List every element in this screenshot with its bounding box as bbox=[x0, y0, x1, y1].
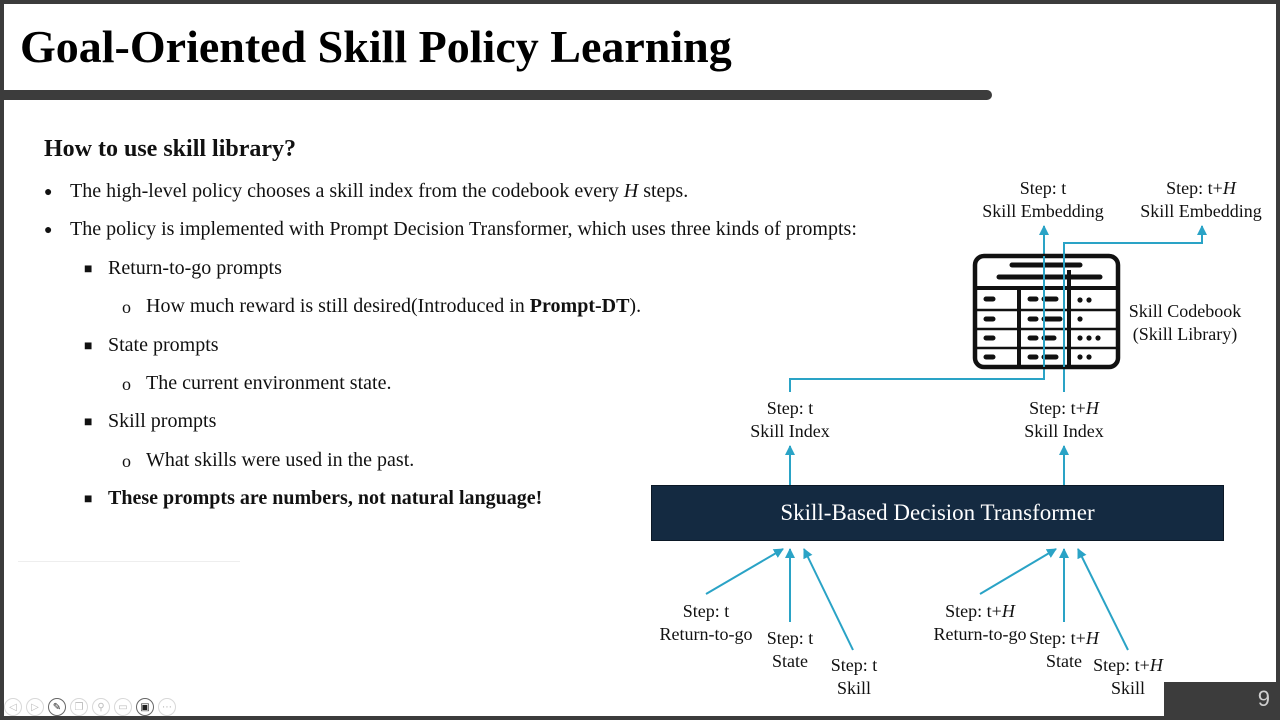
label-var: H bbox=[1149, 655, 1163, 675]
detail-bold: Prompt-DT bbox=[529, 295, 630, 317]
input-label-skill-tH bbox=[1084, 654, 1172, 700]
sub-bullet-state: State prompts bbox=[108, 334, 219, 356]
label-var: H bbox=[1085, 628, 1099, 648]
zoom-icon[interactable]: ⚲ bbox=[92, 698, 110, 716]
index-label-t bbox=[730, 397, 850, 443]
bullet-2: The policy is implemented with Prompt Decision Transformer, which uses three kinds of prompts: bbox=[70, 218, 857, 240]
presenter-toolbar bbox=[4, 698, 176, 716]
subtitle-icon[interactable]: ▭ bbox=[114, 698, 132, 716]
bullet-dot: ● bbox=[44, 223, 53, 238]
embedding-label-t bbox=[972, 177, 1114, 223]
circle-bullet: o bbox=[122, 451, 131, 471]
label-pre: Step: t+ bbox=[945, 601, 1002, 621]
label-line2: (Skill Library) bbox=[1132, 324, 1238, 344]
transformer-label: Skill-Based Decision Transformer bbox=[780, 500, 1095, 525]
section-heading: How to use skill library? bbox=[44, 136, 297, 162]
label-var: H bbox=[1222, 178, 1236, 198]
page-number-box bbox=[1164, 682, 1280, 720]
label-var: H bbox=[1001, 601, 1015, 621]
label-line2: Return-to-go bbox=[659, 624, 753, 644]
bullet-1-post: steps. bbox=[638, 180, 689, 202]
skill-based-decision-transformer bbox=[651, 485, 1224, 541]
label-pre: Step: t+ bbox=[1166, 178, 1223, 198]
square-bullet: ■ bbox=[84, 492, 93, 507]
bullet-1-var: H bbox=[623, 180, 639, 202]
sub-bullet-return-to-go: Return-to-go prompts bbox=[108, 257, 282, 279]
page-number: 9 bbox=[1257, 686, 1270, 711]
label-pre: Step: t+ bbox=[1093, 655, 1150, 675]
square-bullet: ■ bbox=[84, 262, 93, 277]
label-var: H bbox=[1085, 398, 1099, 418]
label-line1: Step: t bbox=[766, 398, 814, 418]
camera-icon[interactable]: ▣ bbox=[136, 698, 154, 716]
sub-detail-skill: What skills were used in the past. bbox=[146, 449, 415, 471]
more-icon[interactable]: ⋯ bbox=[158, 698, 176, 716]
label-line2: Skill Embedding bbox=[1140, 201, 1262, 221]
detail-pre: How much reward is still desired(Introduced in bbox=[146, 295, 530, 317]
sub-detail-state: The current environment state. bbox=[146, 372, 392, 394]
label-line1: Step: t bbox=[682, 601, 730, 621]
label-line1 bbox=[1130, 177, 1272, 200]
sub-bullet-note: These prompts are numbers, not natural language! bbox=[108, 487, 543, 509]
index-label-tH bbox=[1004, 397, 1124, 443]
bullet-dot: ● bbox=[44, 185, 53, 200]
label-line2: Skill bbox=[836, 678, 871, 698]
label-line2: Return-to-go bbox=[933, 624, 1027, 644]
bullet-1-pre: The high-level policy chooses a skill index from the codebook every bbox=[70, 180, 624, 202]
label-line1: Step: t bbox=[1019, 178, 1067, 198]
label-pre: Step: t+ bbox=[1029, 628, 1086, 648]
pen-icon[interactable]: ✎ bbox=[48, 698, 66, 716]
codebook-label bbox=[1122, 300, 1248, 346]
arrow-rtg-t bbox=[706, 549, 783, 594]
label-line2: Skill bbox=[1110, 678, 1145, 698]
label-line1 bbox=[1084, 654, 1172, 677]
label-line2: Skill Index bbox=[750, 421, 830, 441]
input-label-rtg-t bbox=[650, 600, 762, 646]
label-line2: State bbox=[1046, 651, 1082, 671]
label-line1 bbox=[1024, 627, 1104, 650]
circle-bullet: o bbox=[122, 374, 131, 394]
arrow-rtg-tH bbox=[980, 549, 1056, 594]
label-line1: Step: t bbox=[766, 628, 814, 648]
label-line2: State bbox=[772, 651, 808, 671]
label-line1 bbox=[924, 600, 1036, 623]
label-line1 bbox=[1004, 397, 1124, 420]
prev-icon[interactable]: ◁ bbox=[4, 698, 22, 716]
slide-title: Goal-Oriented Skill Policy Learning bbox=[20, 21, 732, 72]
label-line2: Skill Index bbox=[1024, 421, 1104, 441]
label-line1: Step: t bbox=[830, 655, 878, 675]
label-line1: Skill Codebook bbox=[1128, 301, 1242, 321]
input-label-rtg-tH bbox=[924, 600, 1036, 646]
square-bullet: ■ bbox=[84, 415, 93, 430]
label-pre: Step: t+ bbox=[1029, 398, 1086, 418]
detail-post: ). bbox=[629, 295, 642, 317]
codebook-icon bbox=[975, 243, 1118, 367]
next-icon[interactable]: ▷ bbox=[26, 698, 44, 716]
embedding-label-tH bbox=[1130, 177, 1272, 223]
label-line2: Skill Embedding bbox=[982, 201, 1104, 221]
input-label-skill-t bbox=[814, 654, 894, 700]
square-bullet: ■ bbox=[84, 339, 93, 354]
circle-bullet: o bbox=[122, 297, 131, 317]
copy-icon[interactable]: ❐ bbox=[70, 698, 88, 716]
sub-bullet-skill: Skill prompts bbox=[108, 410, 217, 432]
